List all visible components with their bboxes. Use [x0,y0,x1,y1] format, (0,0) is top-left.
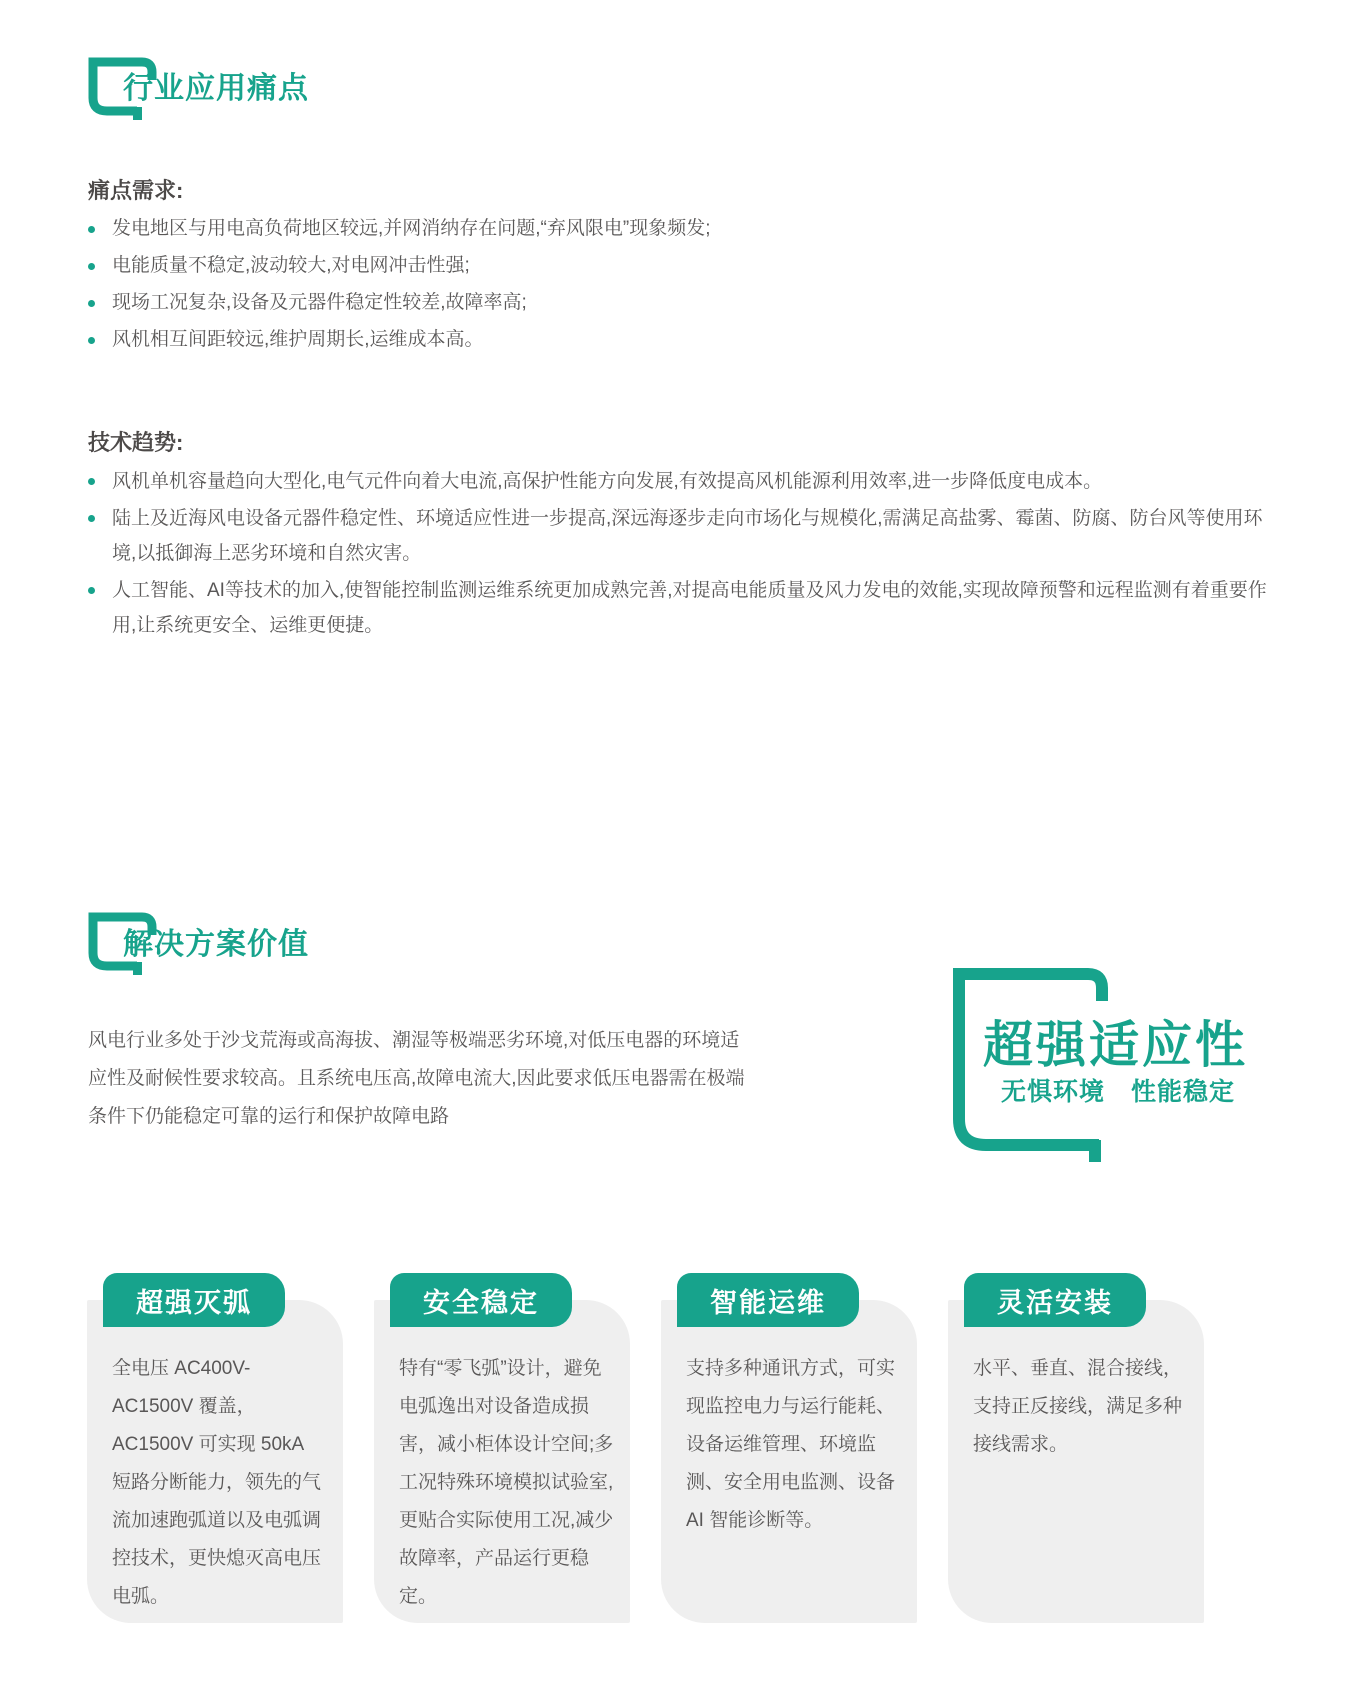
card-badge: 超强灭弧 [103,1273,285,1327]
card-body: 水平、垂直、混合接线，支持正反接线，满足多种接线需求。 [948,1300,1204,1623]
bullet-icon [88,292,112,307]
card-body: 全电压 AC400V-AC1500V 覆盖，AC1500V 可实现 50kA 短路分断能力，领先的气流加速跑弧道以及电弧调控技术，更快熄灭高电压电弧。 [87,1300,343,1623]
bullet-icon [88,464,112,485]
list-item [88,218,711,240]
bullet-text: 人工智能、AI等技术的加入,使智能控制监测运维系统更加成熟完善,对提高电能质量及风力发电的效能,实现故障预警和远程监测有着重要作用,让系统更安全、运维更便捷。 [112,580,1267,636]
pain-heading: 痛点需求: [88,178,184,203]
bullet-text: 发电地区与用电高负荷地区较远,并网消纳存在问题,“弃风限电”现象频发; [112,218,711,239]
list-item [88,292,711,314]
bullet-icon [88,573,112,594]
bullet-text: 现场工况复杂,设备及元器件稳定性较差,故障率高; [112,292,527,313]
trend-list [88,464,1283,645]
feature-card [374,1273,630,1607]
bullet-icon [88,329,112,344]
bullet-icon [88,501,112,522]
bullet-text: 风机单机容量趋向大型化,电气元件向着大电流,高保护性能方向发展,有效提高风机能源利用效率,进一步降低度电成本。 [112,471,1103,492]
card-badge: 安全稳定 [390,1273,572,1327]
bullet-text: 陆上及近海风电设备元器件稳定性、环境适应性进一步提高,深远海逐步走向市场化与规模化,需满足高盐雾、霉菌、防腐、防台风等使用环境,以抵御海上恶劣环境和自然灾害。 [112,508,1263,564]
list-item [88,573,1283,643]
list-item [88,464,1283,499]
pain-list [88,218,711,366]
section1-title: 行业应用痛点 [123,72,309,105]
feature-title: 超强适应性 [983,1017,1248,1073]
list-item [88,255,711,277]
feature-cards [87,1273,1204,1607]
solution-paragraph: 风电行业多处于沙戈荒海或高海拔、潮湿等极端恶劣环境,对低压电器的环境适应性及耐候性要求较高。且系统电压高,故障电流大,因此要求低压电器需在极端条件下仍能稳定可靠的运行和保护故障电路 [88,1030,745,1127]
feature-subtitle: 无惧环境 性能稳定 [1001,1078,1236,1106]
bullet-icon [88,218,112,233]
list-item [88,329,711,351]
trend-heading: 技术趋势: [88,430,184,455]
feature-card [87,1273,343,1607]
card-body: 支持多种通讯方式，可实现监控电力与运行能耗、设备运维管理、环境监测、安全用电监测、设备 AI 智能诊断等。 [661,1300,917,1623]
bullet-text: 风机相互间距较远,维护周期长,运维成本高。 [112,329,484,350]
bullet-text: 电能质量不稳定,波动较大,对电网冲击性强; [112,255,470,276]
card-badge: 智能运维 [677,1273,859,1327]
card-badge: 灵活安装 [964,1273,1146,1327]
bullet-icon [88,255,112,270]
list-item [88,501,1283,571]
feature-card [661,1273,917,1531]
card-body: 特有“零飞弧”设计，避免电弧逸出对设备造成损害，减小柜体设计空间;多工况特殊环境模拟试验室,更贴合实际使用工况,减少故障率，产品运行更稳定。 [374,1300,630,1623]
section2-title: 解决方案价值 [123,928,309,961]
feature-card [948,1273,1204,1455]
